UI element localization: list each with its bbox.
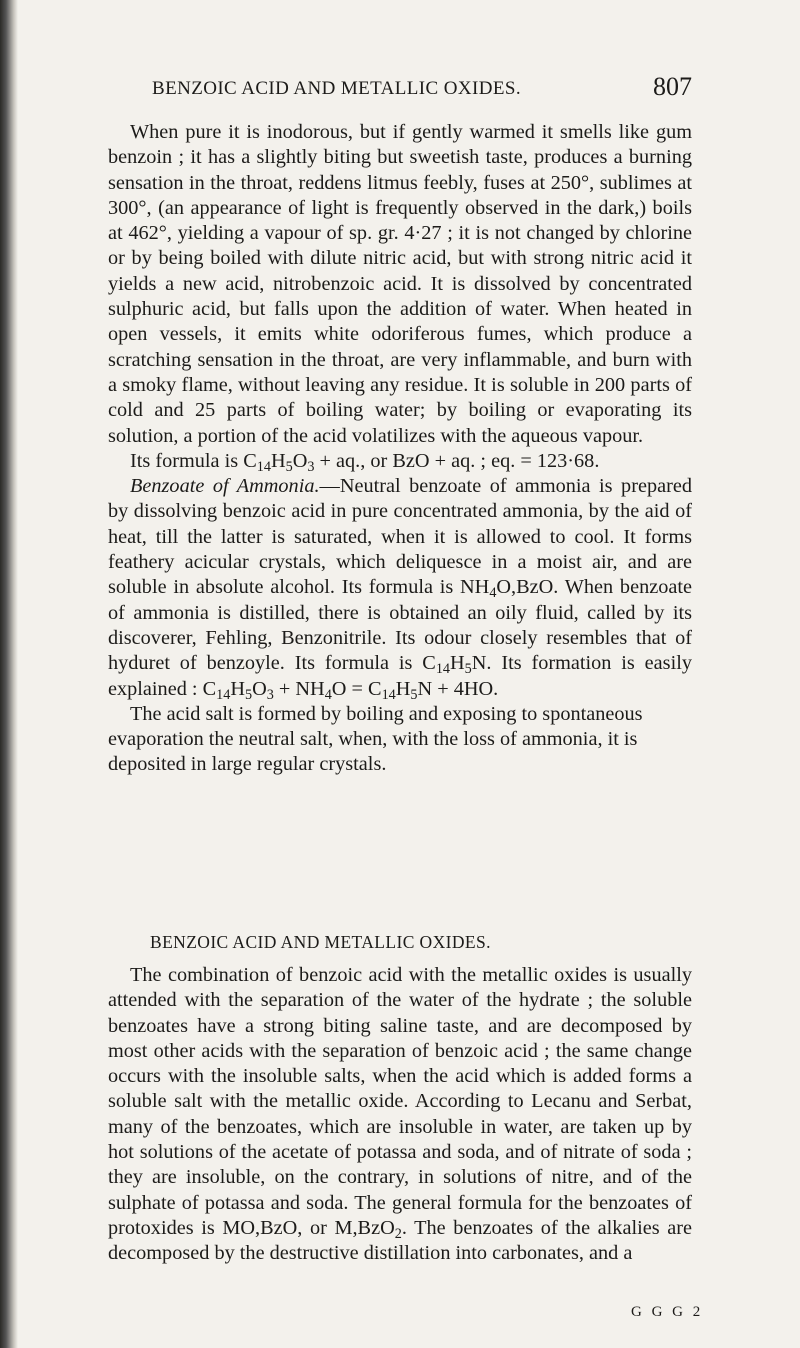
paragraph-acid-salt: The acid salt is formed by boiling and exposing to spontaneous evaporation the neutral salt, when, with the loss of ammonia, it is deposited in large regular crystals.	[108, 702, 643, 776]
page-number: 807	[653, 72, 692, 101]
binding-shadow	[0, 0, 18, 1348]
paragraph-formula: Its formula is $C_{14}H_5O_3$ + aq., or BzO + aq. ; eq. = 123·68.	[130, 449, 600, 475]
page-header	[108, 74, 692, 108]
section-body-text	[108, 963, 692, 1267]
body-text	[108, 120, 692, 778]
paragraph-properties: When pure it is inodorous, but if gently warmed it smells like gum benzoin ; it has a slightly biting but sweetish taste, produces a burning sensation in the throat, reddens litmus feebly, fuses at 250°, sublimes at 300°, (an appearance of light is frequently observed in the dark,) boils at 462°, yielding a vapour of sp. gr. 4·27 ; it is not changed by chlorine or by being boiled with dilute nitric acid, but with strong nitric acid it yields a new acid, nitrobenzoic acid. It is dissolved by concentrated sulphuric acid, but falls upon the addition of water. When heated in open vessels, it emits white odoriferous fumes, which produce a scratching sensation in the throat, are very inflammable, and burn with a smoky flame, without leaving any residue. It is soluble in 200 parts of cold and 25 parts of boiling water; by boiling or evaporating its solution, a portion of the acid volatilizes with the aqueous vapour.	[108, 121, 692, 447]
running-head: BENZOIC ACID AND METALLIC OXIDES.	[152, 78, 521, 99]
section-heading: BENZOIC ACID AND METALLIC OXIDES.	[150, 932, 491, 952]
signature-mark: G G G 2	[631, 1304, 704, 1320]
paragraph-benzoate-of-ammonia: Benzoate of Ammonia.—Neutral benzoate of ammonia is prepared by dissolving benzoic acid in pure concentrated ammonia, by the aid of heat, till the latter is saturated, when it is allowed to cool. It forms feathery acicular crystals, which deliquesce in a moist air, and are soluble in absolute alcohol. Its formula is $NH_4O,BzO$. When benzoate of ammonia is distilled, there is obtained an oily fluid, called by its discoverer, Fehling, Benzonitrile. Its odour closely resembles that of hyduret of benzoyle. Its formula is $C_{14}H_5N$. Its formation is easily explained : $C_{14}H_5O_3 + NH_4O = C_{14}H_5N + 4HO$.	[108, 475, 693, 703]
subsection-title: Benzoate of Ammonia.	[130, 475, 320, 498]
paragraph-metallic-oxides: The combination of benzoic acid with the metallic oxides is usually attended with the separation of the water of the hydrate ; the soluble benzoates have a strong biting saline taste, and are decomposed by most other acids with the separation of benzoic acid ; the same change occurs with the insoluble salts, when the acid which is added forms a soluble salt with the metallic oxide. According to Lecanu and Serbat, many of the benzoates, which are insoluble in water, are taken up by hot solutions of the acetate of potassa and soda, and of nitrate of soda ; they are insoluble, on the contrary, in solutions of nitre, and of the sulphate of potassa and soda. The general formula for the benzoates of protoxides is MO,BzO, or M,BzO$_2$. The benzoates of the alkalies are decomposed by the destructive distillation into carbonates, and a	[108, 964, 692, 1265]
